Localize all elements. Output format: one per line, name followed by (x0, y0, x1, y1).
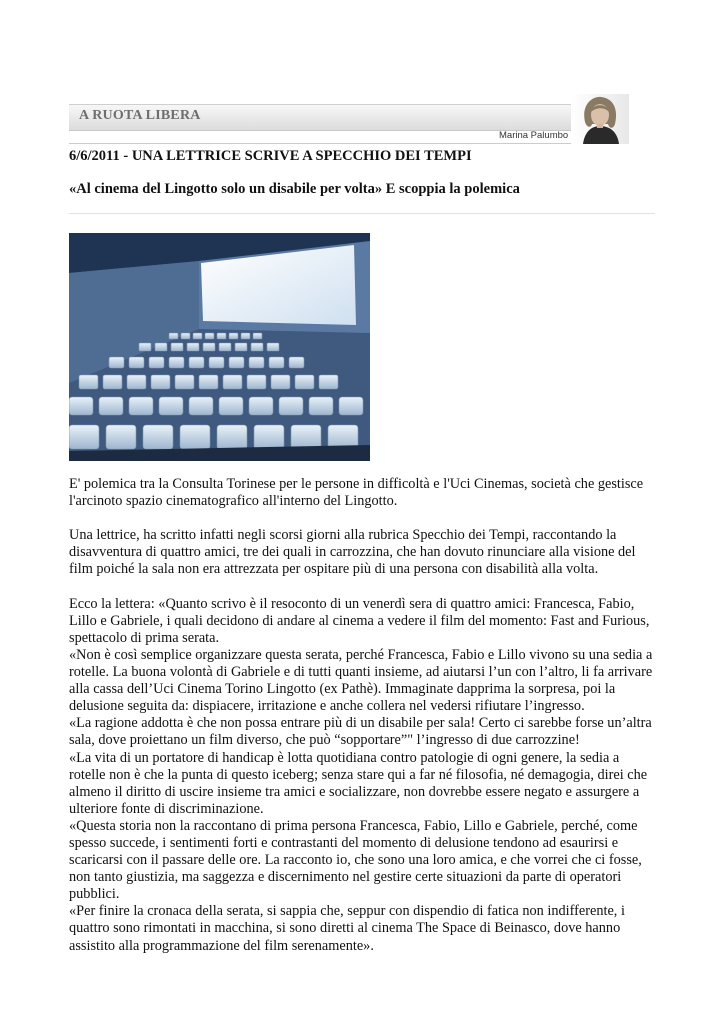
letter-paragraph: «Questa storia non la raccontano di prima persona Francesca, Fabio, Lillo e Gabriele, perché, come spesso succede, i sentimenti forti e contrastanti del momento di delusione tendono ad esaurirsi e scaricarsi con il passare delle ore. La racconto io, che sono una loro amica, e che vorrei che ci fosse, non tanto giustizia, ma saggezza e discernimento nel gestire certe situazioni da parte di operatori pubblici. (69, 817, 642, 903)
letter-paragraph: Ecco la lettera: «Quanto scrivo è il resoconto di un venerdì sera di quattro amici: Francesca, Fabio, Lillo e Gabriele, i quali decidono di andare al cinema a vedere il film del momento: Fast and Furious, spettacolo di prima serata. (69, 595, 650, 646)
body-paragraph: E' polemica tra la Consulta Torinese per le persone in difficoltà e l'Uci Cinemas, società che gestisce l'arcinoto spazio cinematografico all'interno del Lingotto. (69, 476, 644, 510)
article-date-title: 6/6/2011 - UNA LETTRICE SCRIVE A SPECCHIO DEI TEMPI (69, 148, 472, 164)
body-paragraph: Una lettrice, ha scritto infatti negli scorsi giorni alla rubrica Specchio dei Tempi, raccontando la disavventura di quattro amici, tre dei quali in carrozzina, che han dovuto rinunciare alla visione del film poiché la sala non era attrezzata per ospitare più di una persona con disabilità alla volta. (69, 527, 636, 578)
article-body (69, 476, 659, 955)
author-portrait (571, 94, 629, 144)
letter-paragraph: «La ragione addotta è che non possa entrare più di un disabile per sala! Certo ci sarebbe forse un’altra sala, dove proiettano un film diverso, che può “sopportare”" l’ingresso di due carrozzine! (69, 715, 652, 749)
letter-paragraph: «Non è così semplice organizzare questa serata, perché Francesca, Fabio e Lillo vivono su una sedia a rotelle. La buona volontà di Gabriele e di tutti quanti insieme, ad aiutarsi l’un con l’altro, li fa arrivare alla cassa dell’Uci Cinema Torino Lingotto (ex Pathè). Immaginate dapprima la sorpresa, poi la delusione seguita da: dispiacere, irritazione e anche collera nel vedersi rifiutare l’ingresso. (69, 646, 653, 715)
column-banner (69, 100, 629, 145)
author-name: Marina Palumbo (499, 130, 569, 141)
cinema-hall-photo (69, 233, 370, 461)
article-subtitle: «Al cinema del Lingotto solo un disabile per volta» E scoppia la polemica (69, 181, 520, 197)
column-title: A RUOTA LIBERA (79, 108, 201, 123)
banner-rule (69, 143, 629, 144)
letter-paragraph: «Per finire la cronaca della serata, si sappia che, seppur con dispendio di fatica non indifferente, i quattro sono rimontati in macchina, si sono diretti al cinema The Space di Beinasco, dove hanno assistito alla programmazione del film serenamente». (69, 903, 625, 954)
letter-paragraph: «La vita di un portatore di handicap è lotta quotidiana contro patologie di ogni genere, la sedia a rotelle non è che la punta di questo iceberg; senza stare qui a far né filosofia, né demagogia, direi che almeno il diritto di uscire insieme tra amici e socializzare, non dovrebbe essere negato e assurgere a ulteriore fonte di discriminazione. (69, 749, 648, 817)
header-divider (69, 213, 655, 214)
